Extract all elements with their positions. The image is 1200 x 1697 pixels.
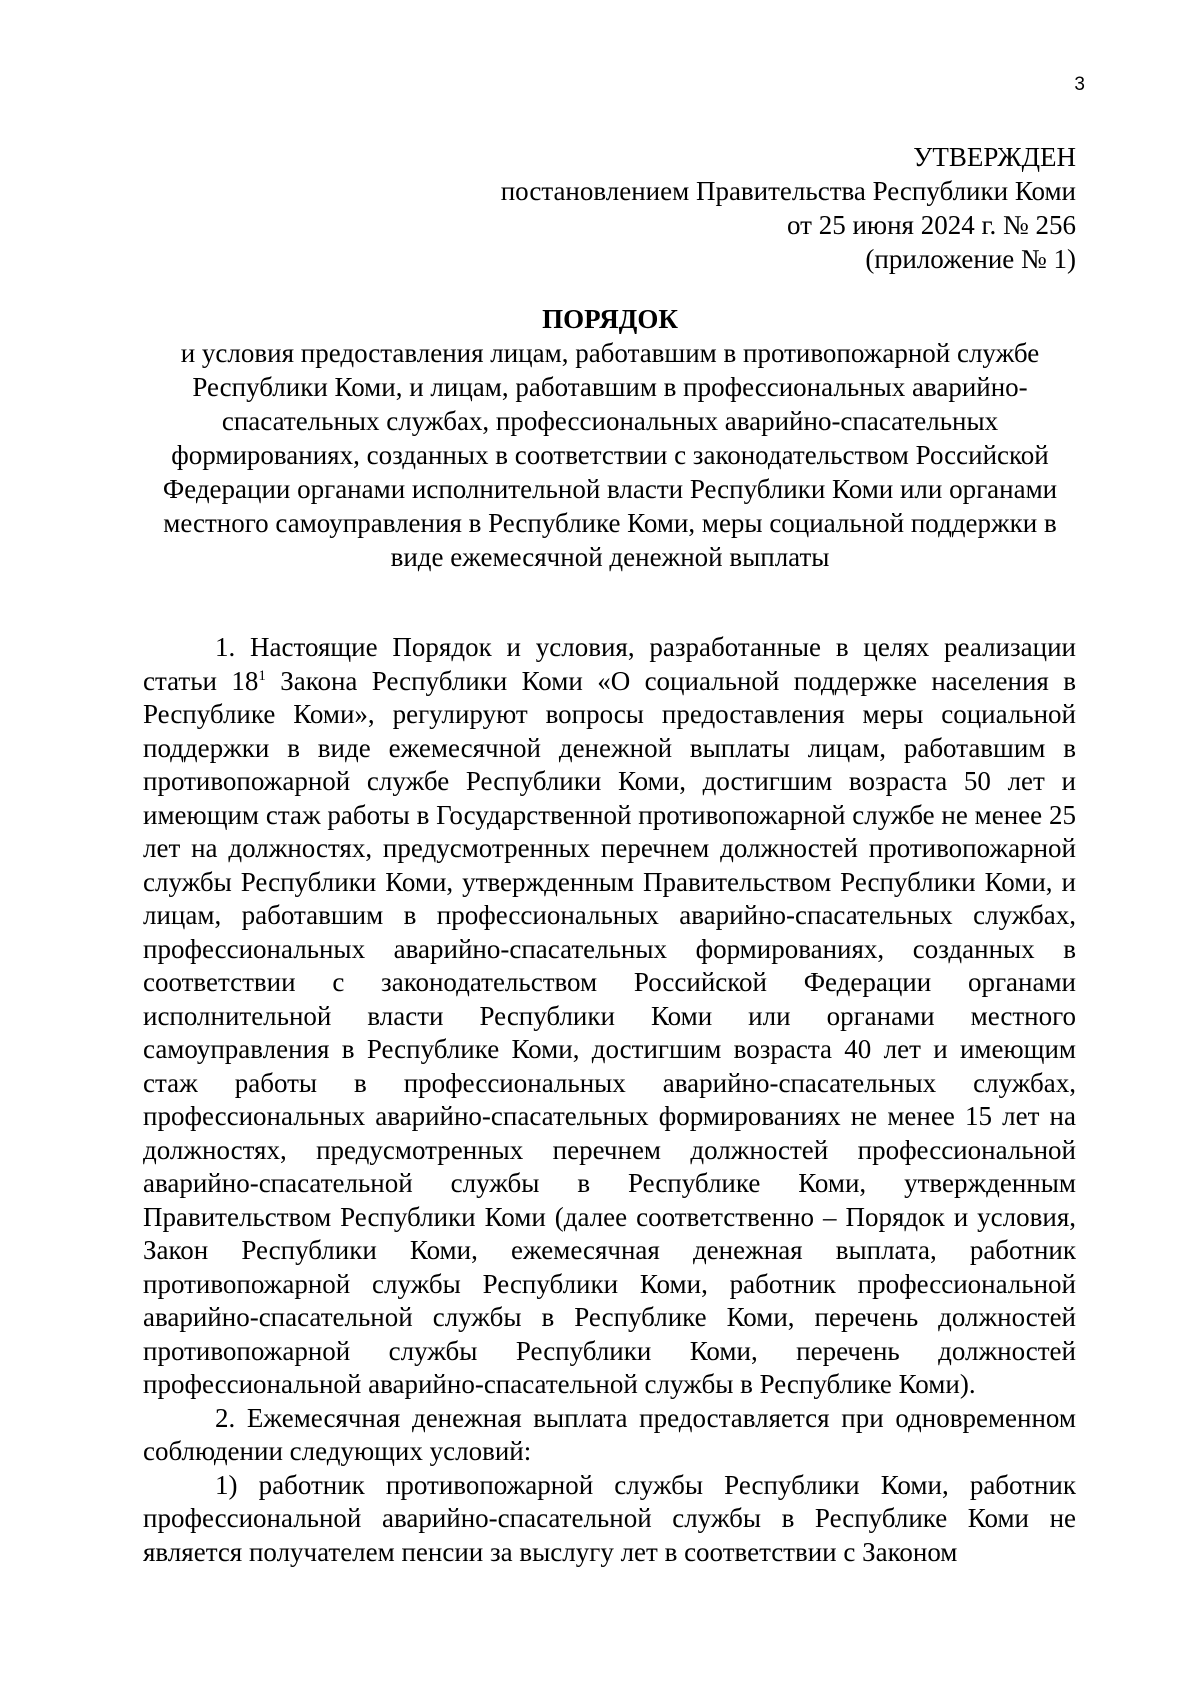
page-number: 3	[1074, 74, 1085, 95]
approval-stamp-block	[501, 140, 1076, 276]
paragraph-1-rest: Закона Республики Коми «О социальной поддержке населения в Республике Коми», регулируют вопросы предоставления меры социальной поддержки в виде ежемесячной денежной выплаты лицам, работавшим в противопожарной службе Республики Коми, достигшим возраста 50 лет и имеющим стаж работы в Государственной противопожарной службе не менее 25 лет на должностях, предусмотренных перечнем должностей противопожарной службы Республики Коми, утвержденным Правительством Республики Коми, и лицам, работавшим в профессиональных аварийно-спасательных службах, профессиональных аварийно-спасательных формированиях, созданных в соответствии с законодательством Российской Федерации органами исполнительной власти Республики Коми или органами местного самоуправления в Республике Коми, достигшим возраста 40 лет и имеющим стаж работы в профессиональных аварийно-спасательных службах, профессиональных аварийно-спасательных формированиях не менее 15 лет на должностях, предусмотренных перечнем должностей профессиональной аварийно-спасательной службы в Республике Коми, утвержденным Правительством Республики Коми (далее соответственно – Порядок и условия, Закон Республики Коми, ежемесячная денежная выплата, работник противопожарной службы Республики Коми, работник профессиональной аварийно-спасательной службы в Республике Коми, перечень должностей противопожарной службы Республики Коми, перечень должностей профессиональной аварийно-спасательной службы в Республике Коми).	[143, 665, 1076, 1399]
approval-appendix: (приложение № 1)	[865, 244, 1076, 274]
paragraph-3: 1) работник противопожарной службы Республики Коми, работник профессиональной аварийно-спасательной службы в Республике Коми не является получателем пенсии за выслугу лет в соответствии с Законом	[143, 1469, 1076, 1567]
approval-resolution: постановлением Правительства Республики Коми	[500, 176, 1076, 206]
paragraph-2: 2. Ежемесячная денежная выплата предоставляется при одновременном соблюдении следующих условий:	[143, 1402, 1076, 1466]
document-title: ПОРЯДОК	[542, 304, 678, 334]
document-subtitle: и условия предоставления лицам, работавшим в противопожарной службе Республики Коми, и лицам, работавшим в профессиональных аварийно-спасательных службах, профессиональных аварийно-спасательных формированиях, созданных в соответствии с законодательством Российской Федерации органами исполнительной власти Республики Коми или органами местного самоуправления в Республике Коми, меры социальной поддержки в виде ежемесячной денежной выплаты	[162, 338, 1058, 572]
paragraph-1	[143, 631, 1076, 1402]
document-title-block	[140, 302, 1080, 574]
approval-date-number: от 25 июня 2024 г. № 256	[787, 210, 1076, 240]
paragraph-1-start: 1. Настоящие Порядок и условия, разработанные в целях реализации статьи 18	[143, 632, 1076, 696]
document-body	[143, 631, 1076, 1569]
article-superscript: 1	[258, 667, 266, 684]
approval-heading: УТВЕРЖДЕН	[913, 142, 1076, 172]
